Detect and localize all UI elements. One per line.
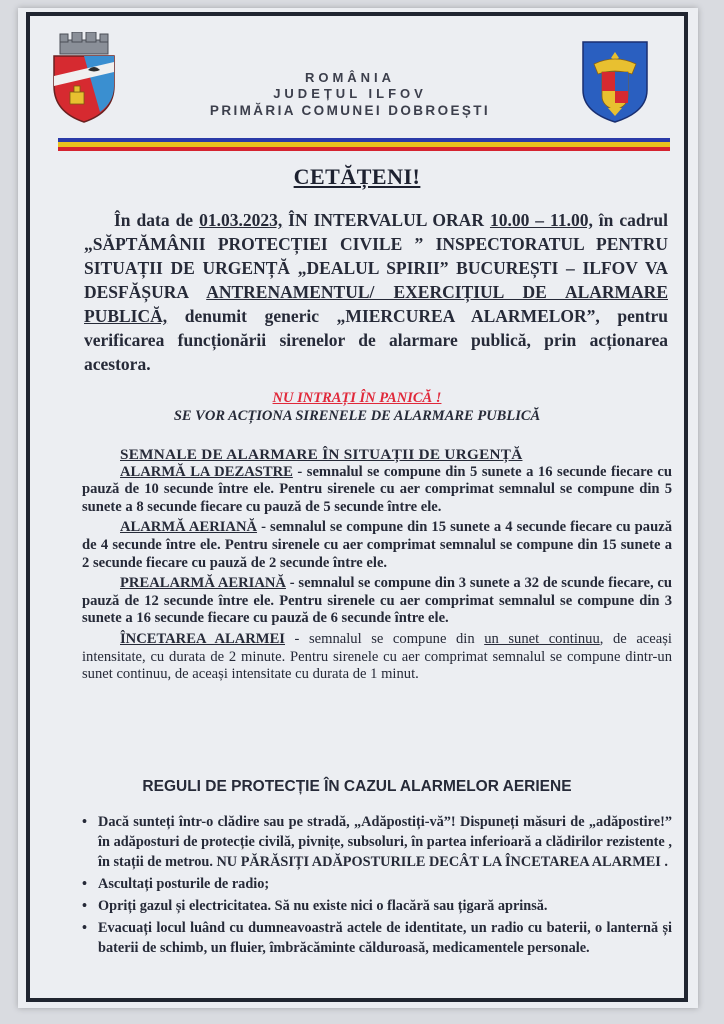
- signal-description: - semnalul se compune din 3 sunete a 32 de scunde fiecare, cu pauză de 12 secunde între ele. Pentru sirenele cu aer comprimat semnalul se compune din 3 sunete a 16 secunde fiecare cu pauză de 6 secunde între ele.: [82, 575, 672, 627]
- alarm-signals-section: [82, 446, 672, 684]
- signal-item: [82, 519, 672, 572]
- county-name: JUDEȚUL ILFOV: [273, 86, 427, 101]
- signal-description-underlined: un sunet continuu: [484, 630, 600, 647]
- document-frame: [26, 12, 688, 1002]
- signal-item: [82, 464, 672, 517]
- paper-sheet: [18, 8, 698, 1008]
- signal-description: - semnalul se compune din 5 sunete a 16 secunde fiecare cu pauză de 10 secunde între ele. Pentru sirenele cu aer comprimat semnalul se compune din 5 sunete a 8 secunde fiecare cu pauză de 5 secunde între ele.: [82, 463, 672, 515]
- sirens-notice: SE VOR ACȚIONA SIRENELE DE ALARMARE PUBLICĂ: [173, 408, 541, 424]
- panic-warning: NU INTRAȚI ÎN PANICĂ !: [272, 390, 442, 406]
- intro-text-1: În data de: [114, 210, 200, 230]
- intro-text-2: ÎN INTERVALUL ORAR: [282, 210, 490, 230]
- country-name: ROMÂNIA: [304, 70, 396, 85]
- signal-description: - semnalul se compune din 15 sunete a 4 secunde fiecare cu pauză de 4 secunde între ele. Pentru sirenele cu aer comprimat semnalul se compune din 15 sunete a 2 secunde fiecare cu pauză de 2 secunde între ele.: [82, 519, 672, 571]
- rule-item: • Evacuați locul luând cu dumneavoastră actele de identitate, un radio cu baterii, o lanternă și baterii de schimb, un fluier, îmbrăcăminte călduroasă, medicamentele personale.: [82, 918, 672, 958]
- signal-name: ÎNCETAREA ALARMEI: [120, 630, 285, 647]
- dobroesti-coat-of-arms: [50, 32, 118, 124]
- intro-text-3: în cadrul „SĂPTĂMÂNII PROTECȚIEI CIVILE ” INSPECTORATUL PENTRU SITUAȚII DE URGENȚĂ „DEALUL SPIRII” BUCUREȘTI – ILFOV VA DESFĂȘURA: [84, 210, 668, 302]
- signal-description: , de aceași intensitate, cu durata de 2 minute. Pentru sirenele cu aer comprimat semnalul se compune dintr-un sunet continuu, de aceași intensitate cu durata de 1 minut.: [82, 630, 672, 683]
- signal-item: [82, 575, 672, 628]
- romania-coat-of-arms: [580, 40, 650, 124]
- signal-name: PREALARMĂ AERIANĂ: [120, 575, 286, 592]
- exercise-time: 10.00 – 11.00,: [489, 210, 593, 230]
- signal-description: - semnalul se compune din: [284, 630, 485, 647]
- signal-name: ALARMĂ LA DEZASTRE: [120, 463, 293, 480]
- signal-item: [82, 631, 672, 684]
- exercise-date: 01.03.2023,: [199, 210, 283, 230]
- intro-text-4: denumit generic „MIERCUREA ALARMELOR”, pentru verificarea funcționării sirenelor de alarmare publică, prin acționarea acestora.: [84, 306, 668, 374]
- signal-name: ALARMĂ AERIANĂ: [120, 519, 258, 536]
- rule-item: • Ascultați posturile de radio;: [82, 874, 672, 894]
- city-hall-name: PRIMĂRIA COMUNEI DOBROEȘTI: [209, 103, 491, 118]
- institution-header: [130, 70, 570, 120]
- rule-item: • Opriți gazul și electricitatea. Să nu existe nici o flacără sau țigară aprinsă.: [82, 896, 672, 916]
- rules-heading: REGULI DE PROTECȚIE ÎN CAZUL ALARMELOR AERIENE: [142, 778, 572, 795]
- tricolor-red-band: [58, 147, 670, 151]
- page-title: CETĂȚENI!: [293, 164, 421, 189]
- tricolor-divider: [58, 138, 670, 151]
- exercise-name: ANTRENAMENTUL/ EXERCIȚIUL DE ALARMARE PUBLICĂ,: [84, 282, 668, 326]
- rule-item: • Dacă sunteți într-o clădire sau pe stradă, „Adăpostiți-vă”! Dispuneți măsuri de „adăpostire!” în adăposturi de protecție civilă, pivnițe, subsoluri, în partea inferioară a clădirilor rezistente , în stații de metrou. NU PĂRĂSIȚI ADĂPOSTURILE DECÂT LA ÎNCETAREA ALARMEI .: [82, 812, 672, 872]
- protection-rules-list: [82, 812, 672, 960]
- announcement-paragraph: [84, 208, 668, 376]
- signals-heading: SEMNALE DE ALARMARE ÎN SITUAȚII DE URGENȚĂ: [120, 446, 523, 463]
